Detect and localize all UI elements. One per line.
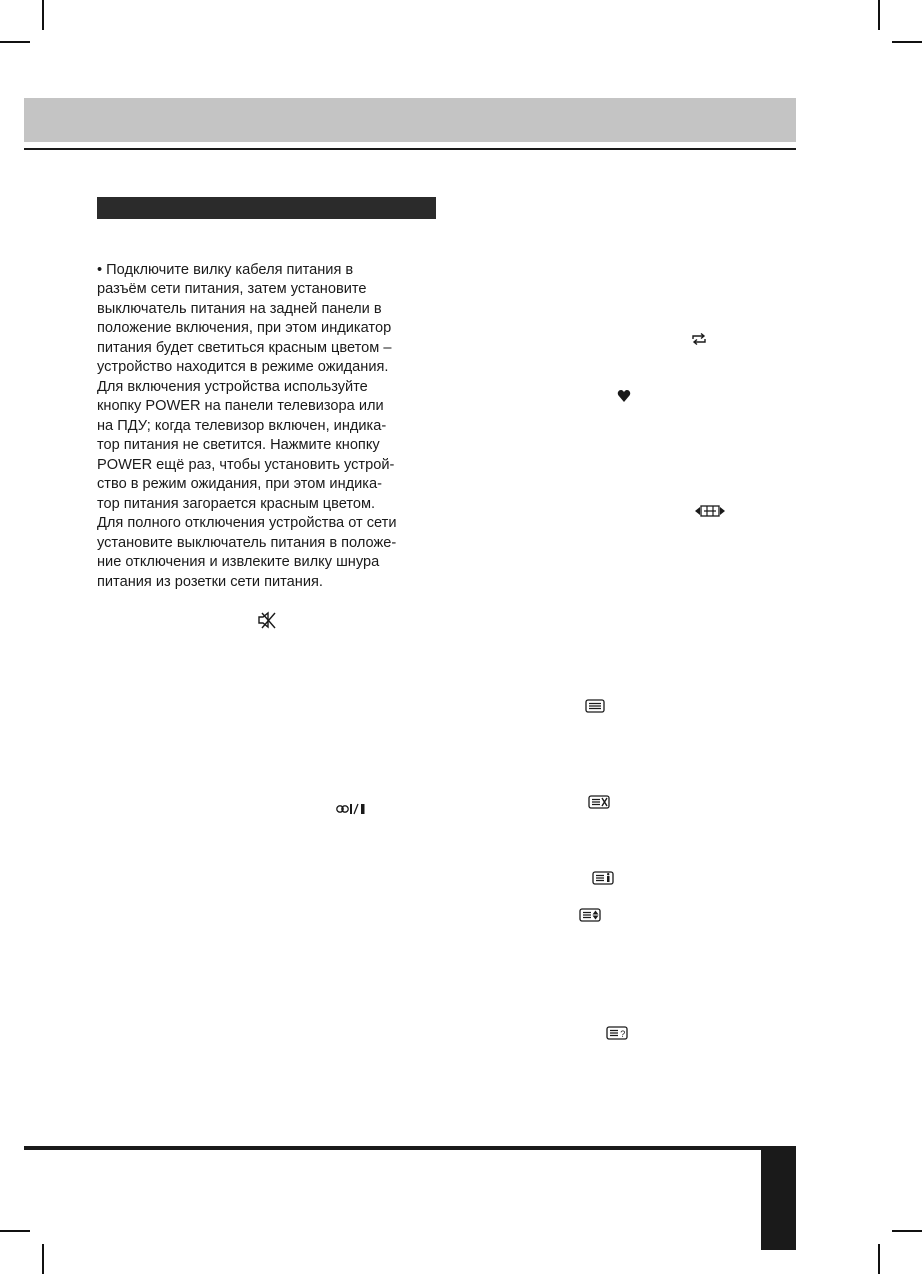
teletext-reveal-icon	[606, 1026, 628, 1040]
text-line: выключатель питания на задней панели в	[97, 300, 382, 317]
text-line: кнопку POWER на панели телевизора или	[97, 398, 384, 414]
text-line: Для полного отключения устройства от сети	[97, 515, 397, 531]
text-line: тор питания загорается красным цветом.	[97, 495, 376, 512]
page-tab	[761, 1146, 796, 1250]
text-line: тор питания не светится. Нажмите кнопку	[97, 437, 380, 453]
text-line: положение включения, при этом индикатор	[97, 320, 392, 336]
text-line: Подключите вилку кабеля питания в	[102, 261, 354, 278]
bullet: •	[97, 261, 103, 278]
text-line: POWER ещё раз, чтобы установить устрой-	[97, 456, 395, 473]
section-title-bar	[97, 197, 436, 219]
power-instructions	[97, 241, 442, 592]
text-line: устройство находится в режиме ожидания.	[97, 359, 389, 375]
aspect-icon	[694, 503, 726, 519]
text-line: ство в режим ожидания, при этом индика-	[97, 476, 382, 492]
text-line: установите выключатель питания в положе-	[97, 534, 397, 551]
crop-mark	[42, 1244, 44, 1274]
recall-icon	[690, 331, 708, 347]
text-line: Для включения устройства используйте	[97, 378, 368, 395]
text-line: на ПДУ; когда телевизор включен, индика-	[97, 417, 387, 434]
text-line: питания будет светиться красным цветом –	[97, 339, 392, 356]
crop-mark	[892, 41, 922, 43]
teletext-icon	[585, 699, 605, 713]
teletext-cancel-icon	[588, 795, 610, 809]
svg-text:?: ?	[620, 1029, 626, 1039]
favorite-icon	[617, 389, 631, 403]
header-band	[24, 98, 796, 142]
crop-mark	[878, 1244, 880, 1274]
crop-mark	[0, 1230, 30, 1232]
header-rule	[24, 148, 796, 150]
crop-mark	[878, 0, 880, 30]
crop-mark	[892, 1230, 922, 1232]
crop-mark	[42, 0, 44, 30]
source-icon	[336, 802, 368, 816]
text-line: разъём сети питания, затем установите	[97, 281, 367, 297]
teletext-size-icon	[579, 908, 601, 922]
teletext-index-icon	[592, 871, 614, 885]
text-line: ние отключения и извлеките вилку шнура	[97, 554, 380, 570]
mute-icon	[257, 611, 277, 629]
footer-rule	[24, 1146, 796, 1150]
crop-mark	[0, 41, 30, 43]
text-line: питания из розетки сети питания.	[97, 573, 323, 590]
